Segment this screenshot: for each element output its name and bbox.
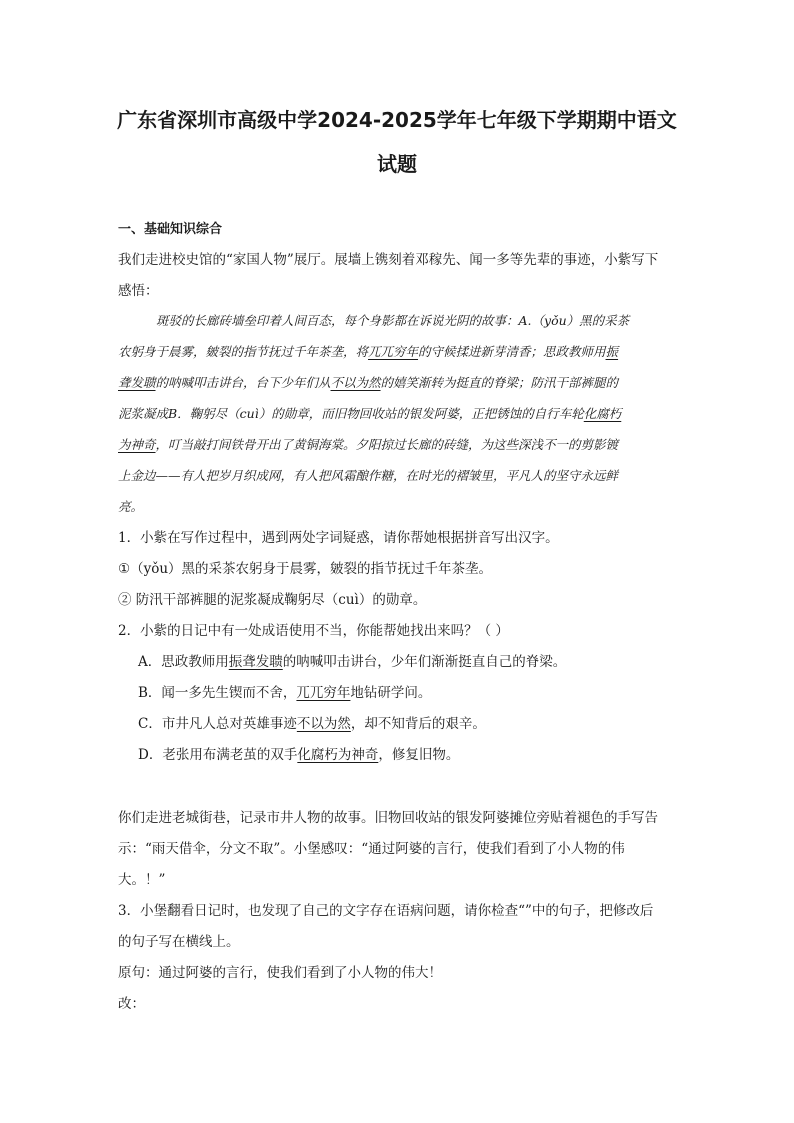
underlined-idiom: 化腐朽为神奇 [297, 747, 379, 763]
intro-line-2: 感悟： [118, 283, 159, 299]
section-2-intro [118, 803, 678, 896]
underlined-idiom: 不以为然 [330, 375, 381, 390]
section-2-line-1: 你们走进老城街巷，记录市井人物的故事。旧物回收站的银发阿婆摊位旁贴着褪色的手写告 [118, 810, 658, 826]
question-2 [118, 616, 678, 771]
option-text: C．市井凡人总对英雄事迹 [138, 716, 297, 732]
document-title [110, 98, 684, 186]
underlined-idiom: 化腐朽 [583, 406, 622, 421]
underlined-idiom: 兀兀穷年 [296, 685, 351, 701]
question-2-stem: 2．小紫的日记中有一处成语使用不当，你能帮她找出来吗？（ ） [118, 623, 509, 639]
option-text: A．思政教师用 [138, 654, 229, 670]
passage-line-2 [118, 336, 678, 367]
option-a[interactable] [118, 647, 678, 678]
option-c[interactable] [118, 709, 678, 740]
passage-text: ，叮当敲打间铁骨开出了黄铜海棠。夕阳掠过长廊的砖缝，为这些深浅不一的剪影镀 [155, 437, 619, 452]
title-line-1: 广东省深圳市高级中学2024-2025学年七年级下学期期中语文 [117, 108, 677, 132]
underlined-idiom: 为神奇 [118, 437, 156, 452]
question-3-line-2: 的句子写在横线上。 [118, 934, 240, 950]
underlined-idiom: 聋发聩 [118, 375, 156, 390]
option-text: B．闻一多先生锲而不舍， [138, 685, 297, 701]
passage-line-7: 亮。 [118, 499, 144, 514]
section-2-line-2: 示：“雨天借伞，分文不取”。小堡感叹：“通过阿婆的言行，使我们看到了小人物的伟 [118, 841, 625, 857]
intro-line-1: 我们走进校史馆的“家国人物”展厅。展墙上镌刻着邓稼先、闻一多等先辈的事迹，小紫写下 [118, 252, 659, 268]
question-3-original: 原句：通过阿婆的言行，使我们看到了小人物的伟大！ [118, 965, 442, 981]
passage-line-4 [118, 398, 678, 429]
passage-line-5 [118, 429, 678, 460]
question-1 [118, 523, 678, 616]
option-text: ，却不知背后的艰辛。 [350, 716, 486, 732]
passage-line-3 [118, 367, 678, 398]
option-d[interactable] [118, 740, 678, 771]
section-heading: 一、基础知识综合 [118, 222, 223, 237]
passage-line-1: 斑驳的长廊砖墙垒印着人间百态，每个身影都在诉说光阴的故事：A.（yǒu）黑的采茶 [156, 313, 630, 328]
section-2-line-3: 大。！” [118, 872, 166, 888]
question-1-item-a: ①（yǒu）黑的采茶农躬身于晨雾，皴裂的指节抚过千年茶垄。 [118, 561, 493, 577]
underlined-idiom: 兀兀穷年 [368, 344, 419, 359]
question-1-stem: 1．小紫在写作过程中，遇到两处字词疑惑，请你帮她根据拼音写出汉字。 [118, 530, 559, 546]
option-text: 的呐喊叩击讲台，少年们渐渐挺直自己的脊梁。 [282, 654, 567, 670]
passage-text: 泥浆凝成B．鞠躬尽（cuì）的勋章，而旧物回收站的银发阿婆，正把锈蚀的自行车轮 [118, 406, 584, 421]
option-text: D．老张用布满老茧的双手 [138, 747, 298, 763]
passage-text: 的呐喊叩击讲台，台下少年们从 [155, 375, 331, 390]
question-3-answer-field[interactable]: 改： [118, 996, 145, 1012]
underlined-idiom: 振聋发聩 [228, 654, 283, 670]
passage-line-6: 上金边——有人把岁月织成网，有人把风霜酿作糖，在时光的褶皱里，平凡人的坚守永远鲜 [118, 468, 619, 483]
question-3 [118, 896, 678, 1020]
underlined-idiom: 不以为然 [296, 716, 351, 732]
question-1-item-b: ② 防汛干部裤腿的泥浆凝成鞠躬尽（cuì）的勋章。 [118, 592, 427, 608]
question-3-line-1: 3．小堡翻看日记时，也发现了自己的文字存在语病问题，请你检查“”中的句子，把修改后 [118, 903, 654, 919]
passage-text: 的嬉笑渐转为挺直的脊梁；防汛干部裤腿的 [380, 375, 619, 390]
option-text: 地钻研学问。 [350, 685, 432, 701]
option-b[interactable] [118, 678, 678, 709]
section-1-intro [118, 214, 678, 307]
option-text: ，修复旧物。 [378, 747, 460, 763]
passage-text: 的守候揉进新芽清香；思政教师用 [418, 344, 606, 359]
passage-text: 农躬身于晨雾，皴裂的指节抚过千年茶垄，将 [118, 344, 369, 359]
title-line-2: 试题 [377, 152, 417, 176]
underlined-idiom: 振 [605, 344, 619, 359]
quoted-passage [118, 305, 678, 522]
